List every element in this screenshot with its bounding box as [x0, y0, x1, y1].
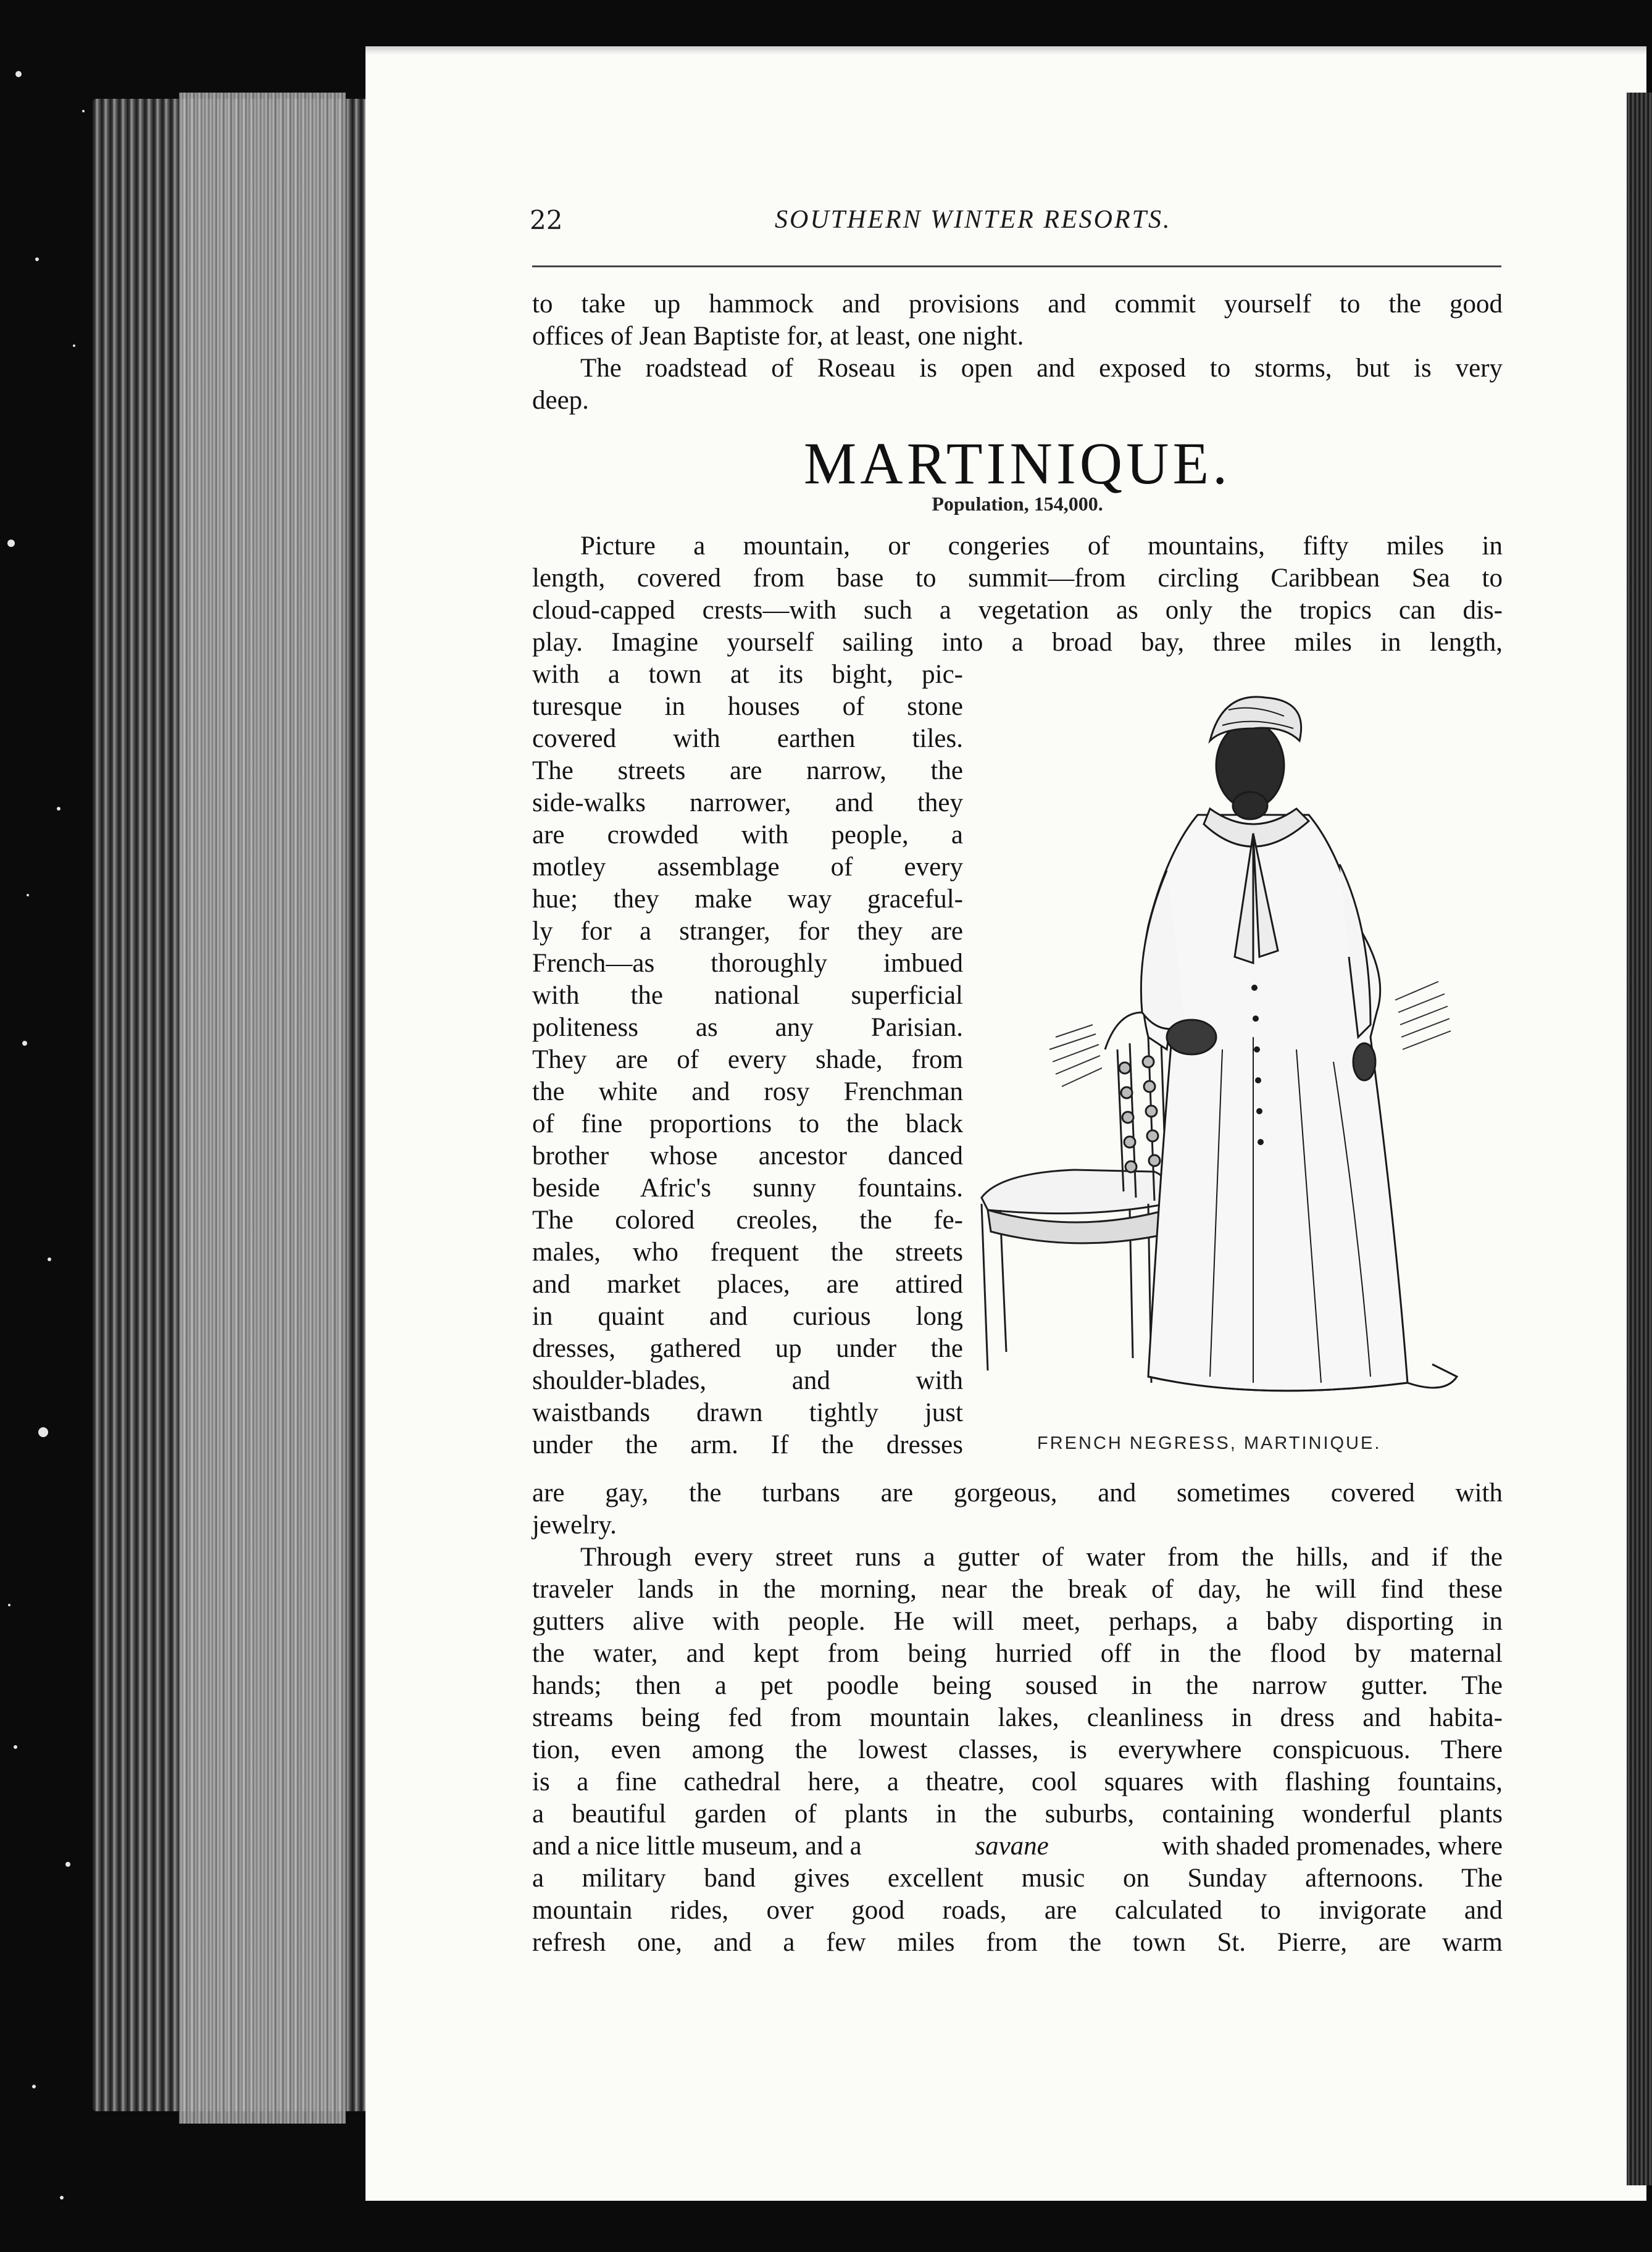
text-line: Picture a mountain, or congeries of mountains, fifty miles in	[580, 532, 1503, 561]
woman-figure	[1141, 697, 1457, 1391]
column-line: The streets are narrow, the	[532, 756, 963, 785]
text-line: gutters alive with people. He will meet, perhaps, a baby disporting in	[532, 1607, 1503, 1636]
column-line: males, who frequent the streets	[532, 1238, 963, 1267]
text-line: jewelry.	[532, 1511, 617, 1540]
page-right-edge	[1627, 93, 1652, 2185]
text-line: streams being fed from mountain lakes, cleanliness in dress and habita-	[532, 1703, 1503, 1732]
column-line: beside Afric's sunny fountains.	[532, 1174, 963, 1203]
population-line: Population, 154,000.	[932, 493, 1103, 515]
column-line: of fine proportions to the black	[532, 1109, 963, 1138]
header-rule	[532, 265, 1501, 267]
text-line: Through every street runs a gutter of water from the hills, and if the	[580, 1543, 1503, 1572]
text-line: tion, even among the lowest classes, is everywhere conspicuous. There	[532, 1735, 1503, 1764]
column-line: French—as thoroughly imbued	[532, 949, 963, 978]
text-line: to take up hammock and provisions and commit yourself to the good	[532, 290, 1503, 319]
illustration-caption: FRENCH NEGRESS, MARTINIQUE.	[1037, 1433, 1382, 1453]
text-line: length, covered from base to summit—from circling Caribbean Sea to	[532, 564, 1503, 593]
text-line: hands; then a pet poodle being soused in the narrow gutter. The	[532, 1671, 1503, 1700]
text-line: a beautiful garden of plants in the suburbs, containing wonderful plants	[532, 1800, 1503, 1829]
column-line: in quaint and curious long	[532, 1302, 963, 1331]
book-page-edges	[179, 93, 346, 2124]
column-line: with a town at its bight, pic-	[532, 660, 963, 689]
column-line: ly for a stranger, for they are	[532, 917, 963, 946]
text-line: traveler lands in the morning, near the break of day, he will find these	[532, 1575, 1503, 1604]
text-line: deep.	[532, 386, 589, 415]
column-line: side-walks narrower, and they	[532, 788, 963, 817]
column-line: hue; they make way graceful-	[532, 885, 963, 914]
text-line: are gay, the turbans are gorgeous, and sometimes covered with	[532, 1478, 1503, 1508]
column-line: motley assemblage of every	[532, 853, 963, 882]
text-line: offices of Jean Baptiste for, at least, one night.	[532, 322, 1024, 351]
running-head: SOUTHERN WINTER RESORTS.	[775, 206, 1172, 234]
column-line: are crowded with people, a	[532, 820, 963, 849]
column-line: the white and rosy Frenchman	[532, 1077, 963, 1106]
illustration-french-negress	[963, 667, 1506, 1426]
column-line: dresses, gathered up under the	[532, 1334, 963, 1363]
text-line: mountain rides, over good roads, are calculated to invigorate and	[532, 1896, 1503, 1925]
column-line: turesque in houses of stone	[532, 692, 963, 721]
column-line: politeness as any Parisian.	[532, 1013, 963, 1042]
text-line: cloud-capped crests—with such a vegetation as only the tropics can dis-	[532, 596, 1503, 625]
text-line: The roadstead of Roseau is open and exposed to storms, but is very	[580, 354, 1503, 383]
text-line	[532, 1831, 1503, 1862]
column-line: with the national superficial	[532, 981, 963, 1010]
column-line: shoulder-blades, and with	[532, 1366, 963, 1395]
text-line: is a fine cathedral here, a theatre, cool squares with flashing fountains,	[532, 1767, 1503, 1796]
text-line: the water, and kept from being hurried off in the flood by maternal	[532, 1639, 1503, 1668]
column-line: covered with earthen tiles.	[532, 724, 963, 753]
column-line: and market places, are attired	[532, 1270, 963, 1299]
column-line: They are of every shade, from	[532, 1045, 963, 1074]
section-title: MARTINIQUE.	[803, 430, 1232, 496]
page-top-shadow	[365, 46, 1646, 55]
column-line: brother whose ancestor danced	[532, 1141, 963, 1170]
text-line: a military band gives excellent music on Sunday afternoons. The	[532, 1864, 1503, 1893]
text-line: refresh one, and a few miles from the town St. Pierre, are warm	[532, 1928, 1503, 1957]
text-line: play. Imagine yourself sailing into a broad bay, three miles in length,	[532, 628, 1503, 657]
page-number: 22	[530, 205, 563, 235]
column-line: under the arm. If the dresses	[532, 1430, 963, 1459]
text-segment: and a nice little museum, and a	[532, 1832, 862, 1861]
italic-word: savane	[975, 1832, 1049, 1861]
column-line: The colored creoles, the fe-	[532, 1206, 963, 1235]
chair-illustration	[982, 1012, 1169, 1383]
text-segment: with shaded promenades, where	[1162, 1832, 1503, 1861]
column-line: waistbands drawn tightly just	[532, 1398, 963, 1427]
